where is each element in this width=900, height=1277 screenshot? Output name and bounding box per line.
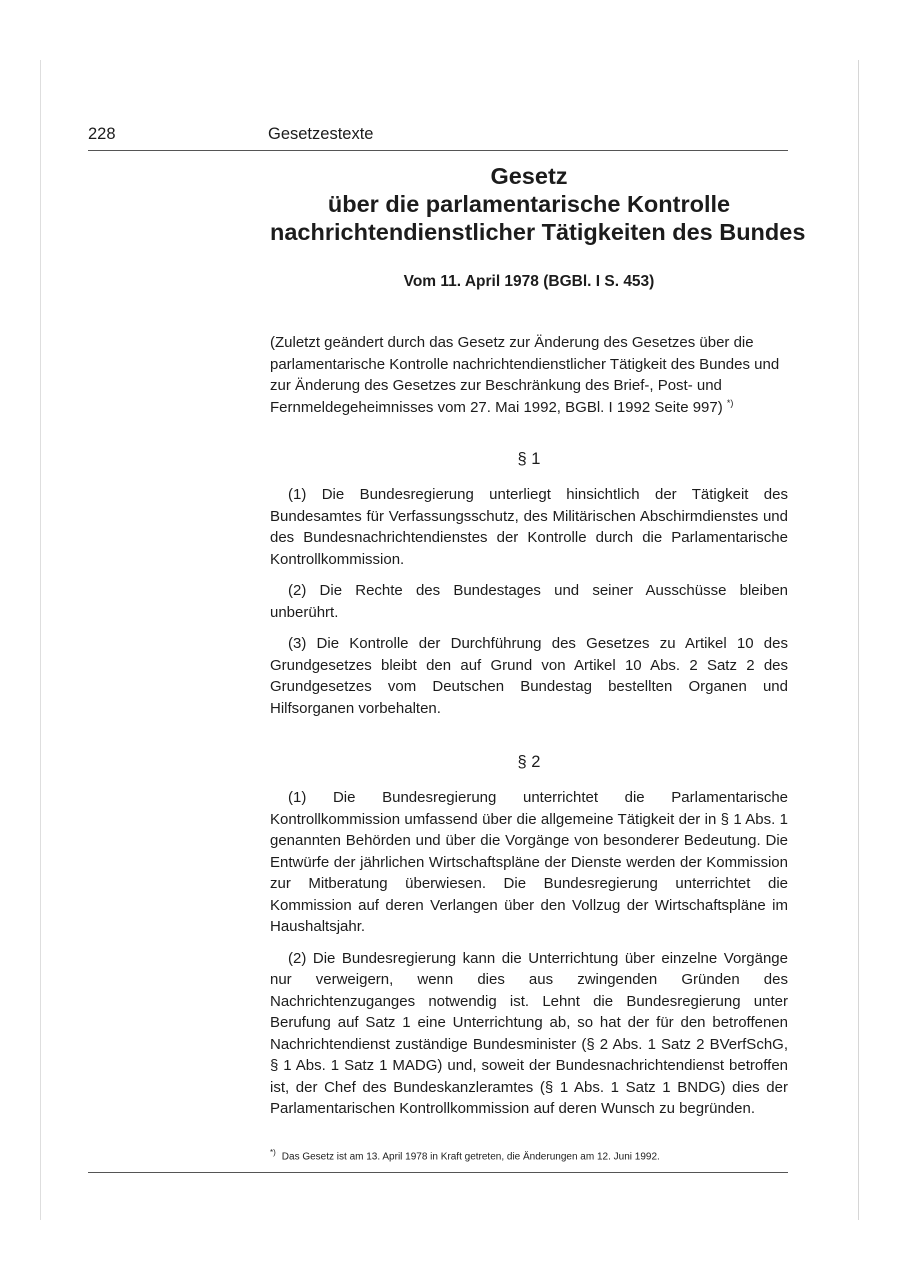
scan-edge-right xyxy=(858,60,859,1220)
title-line-2: über die parlamentarische Kontrolle xyxy=(327,191,731,217)
paragraph-2-1: (1) Die Bundesregierung unterrichtet die Parlamentarische Kontrollkommission umfassend über die allgemeine Tätigkeit der in § 1 Abs. 1 genannten Behörden und über die Vorgänge von besonderer Bedeutung. Die Entwürfe der jährlichen Wirtschaftspläne der Dienste werden der Kommission zur Mitberatung überwiesen. Die Bundesregierung unterrichtet die Kommission auf deren Verlangen über den Vollzug der Wirtschaftspläne im Haushaltsjahr. xyxy=(270,789,788,935)
running-head-title: Gesetzestexte xyxy=(268,125,374,143)
footnote-mark: *) xyxy=(270,1148,276,1157)
law-date: Vom 11. April 1978 (BGBl. I S. 453) xyxy=(403,273,655,290)
amendment-note xyxy=(270,332,788,418)
paragraph-1-3: (3) Die Kontrolle der Durchführung des Gesetzes zu Artikel 10 des Grundgesetzes bleibt den auf Grund von Artikel 10 Abs. 2 Satz 2 des Grundgesetzes vom Deutschen Bundestag bestellten Organen und Hilfsorganen vorbehalten. xyxy=(270,635,788,717)
footer-rule xyxy=(88,1172,788,1173)
title-line-3: nachrichtendienstlicher Tätigkeiten des Bundes xyxy=(270,219,806,245)
paragraph-1-1: (1) Die Bundesregierung unterliegt hinsichtlich der Tätigkeit des Bundesamtes für Verfassungsschutz, des Militärischen Abschirmdienstes und des Bundesnachrichtendienstes der Kontrolle durch die Parlamentarische Kontrollkommission. xyxy=(270,486,788,568)
law-text xyxy=(270,162,806,1130)
amendment-note-text: (Zuletzt geändert durch das Gesetz zur Änderung des Gesetzes über die parlamentarische Kontrolle nachrichtendienstlicher Tätigkeit des Bundes und zur Änderung des Gesetzes zur Beschränkung des Brief-, Post- und Fernmeldegeheimnisses vom 27. Mai 1992, BGBl. I 1992 Seite 997) xyxy=(270,334,780,416)
law-title xyxy=(270,162,806,246)
paragraph-2-2: (2) Die Bundesregierung kann die Unterrichtung über einzelne Vorgänge nur verweigern, wenn dies aus zwingenden Gründen des Nachrichtenzuganges notwendig ist. Lehnt die Bundesregierung unter Berufung auf Satz 1 eine Unterrichtung ab, so hat der für den betroffenen Nachrichtendienst zuständige Bundesminister (§ 2 Abs. 1 Satz 2 BVerfSchG, § 1 Abs. 1 Satz 1 MADG) und, soweit der Bundesnachrichtendienst betroffen ist, der Chef des Bundeskanzleramtes (§ 1 Abs. 1 Satz 1 BNDG) dies der Parlamentarischen Kontrollkommission auf deren Wunsch zu begründen. xyxy=(270,949,788,1117)
section-heading-2: § 2 xyxy=(517,753,541,771)
footnote-reference: *) xyxy=(726,397,734,408)
page-number: 228 xyxy=(88,125,116,143)
footnote-text: Das Gesetz ist am 13. April 1978 in Kraft getreten, die Änderungen am 12. Juni 1992. xyxy=(281,1151,660,1163)
header-rule xyxy=(88,150,788,151)
paragraph-1-2: (2) Die Rechte des Bundestages und seiner Ausschüsse bleiben unberührt. xyxy=(270,582,788,621)
section-heading-1: § 1 xyxy=(517,450,541,468)
footnote xyxy=(270,1146,788,1163)
title-line-1: Gesetz xyxy=(490,163,568,189)
scan-edge-left xyxy=(40,60,41,1220)
